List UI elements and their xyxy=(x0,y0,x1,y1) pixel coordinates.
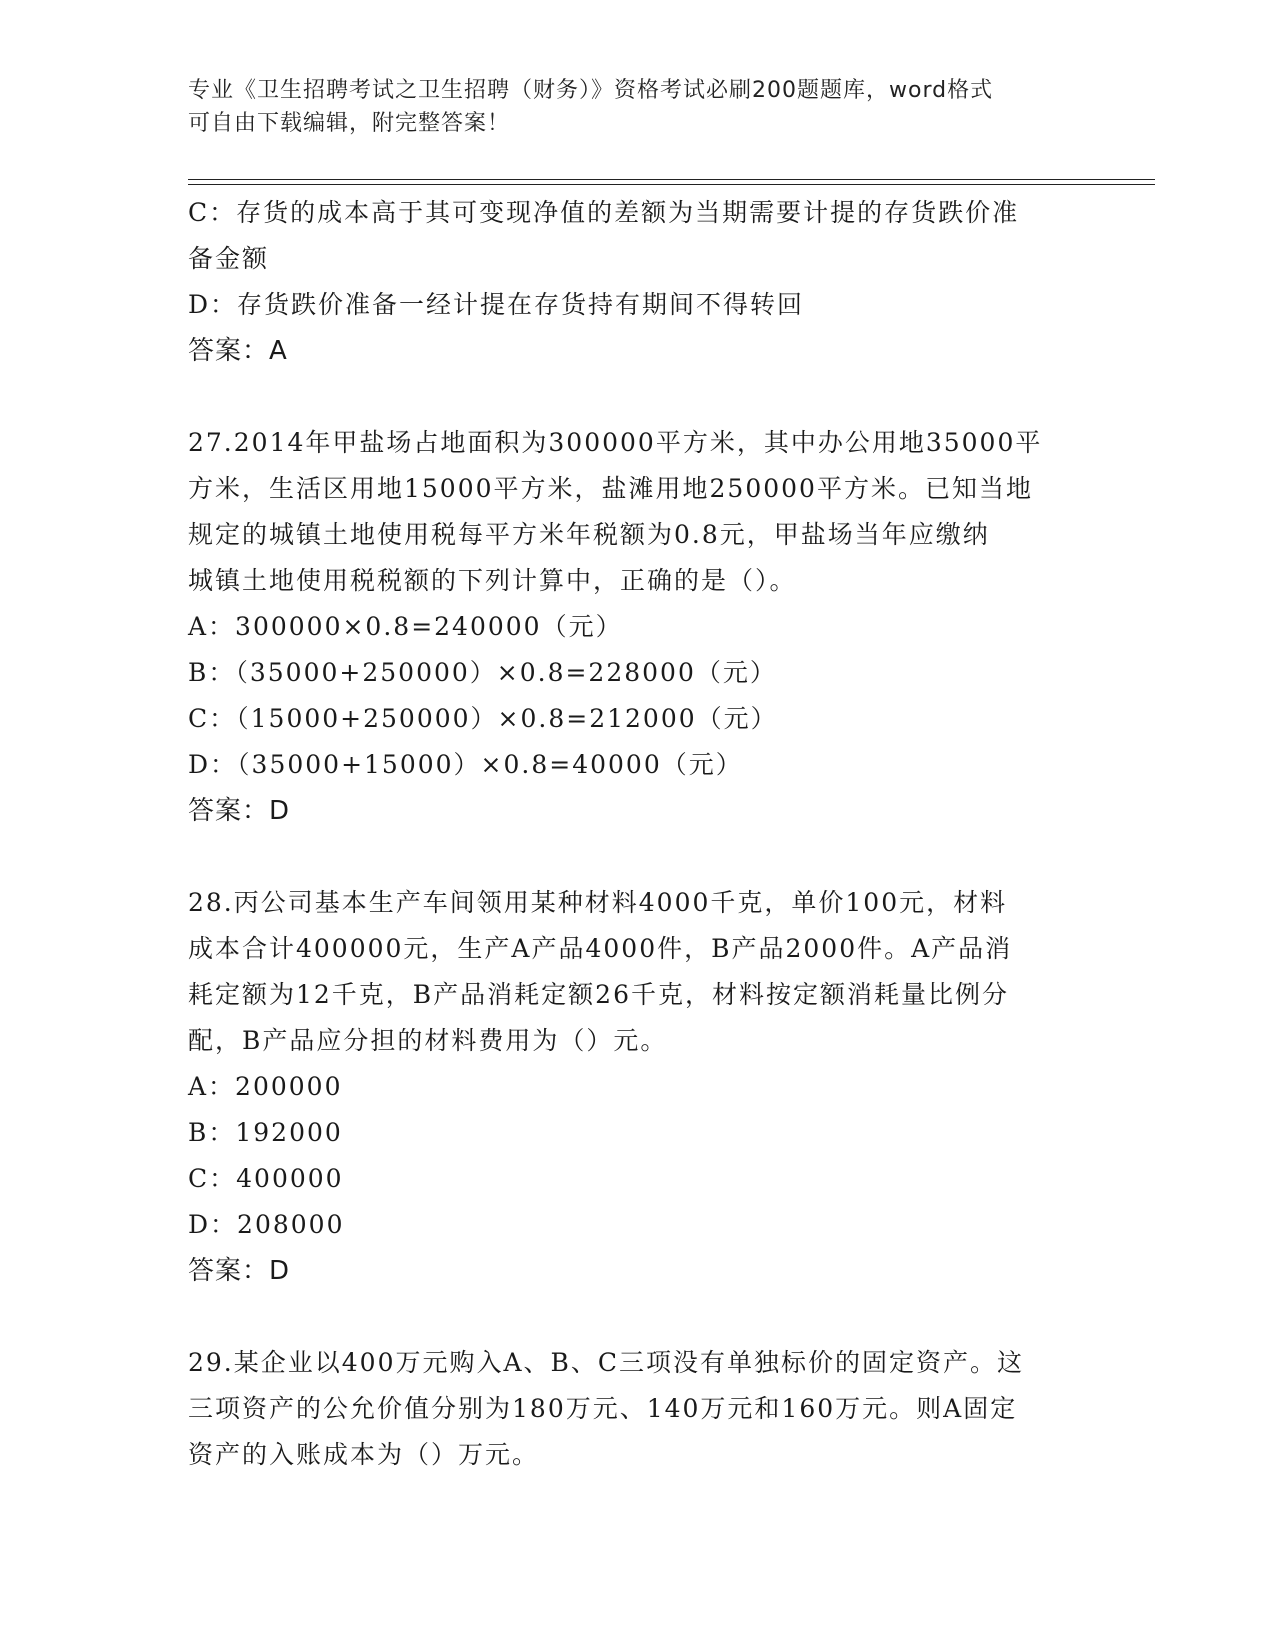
q27-option-c: C：（15000+250000）×0.8=212000（元） xyxy=(188,704,778,733)
q27-stem-line-3: 规定的城镇土地使用税每平方米年税额为0.8元，甲盐场当年应缴纳 xyxy=(188,520,990,549)
header-title-line-2: 可自由下载编辑，附完整答案！ xyxy=(188,111,511,136)
q29-stem-line-2: 三项资产的公允价值分别为180万元、140万元和160万元。则A固定 xyxy=(188,1394,1018,1423)
q27-option-a: A：300000×0.8=240000（元） xyxy=(188,612,623,641)
q26-option-c-line-2: 备金额 xyxy=(188,244,270,273)
spacer xyxy=(188,834,1088,880)
q27-stem-line-1: 27.2014年甲盐场占地面积为300000平方米，其中办公用地35000平 xyxy=(188,428,1043,457)
spacer xyxy=(188,1294,1088,1340)
q28-answer: 答案：D xyxy=(188,1256,291,1286)
spacer xyxy=(188,374,1088,420)
q29-stem-line-1: 29.某企业以400万元购入A、B、C三项没有单独标价的固定资产。这 xyxy=(188,1348,1025,1377)
q26-option-d: D：存货跌价准备一经计提在存货持有期间不得转回 xyxy=(188,290,805,319)
q26-answer: 答案：A xyxy=(188,336,288,366)
q28-stem-line-1: 28.丙公司基本生产车间领用某种材料4000千克，单价100元，材料 xyxy=(188,888,1008,917)
q27-stem-line-4: 城镇土地使用税税额的下列计算中，正确的是（）。 xyxy=(188,566,797,595)
q28-stem-line-3: 耗定额为12千克，B产品消耗定额26千克，材料按定额消耗量比例分 xyxy=(188,980,1009,1009)
question-26-tail xyxy=(188,190,1088,374)
header-title-line-1: 专业《卫生招聘考试之卫生招聘（财务）》资格考试必刷200题题库，word格式 xyxy=(188,78,994,103)
page-header xyxy=(188,74,1078,140)
q27-option-d: D：（35000+15000）×0.8=40000（元） xyxy=(188,750,743,779)
q29-stem-line-3: 资产的入账成本为（）万元。 xyxy=(188,1440,540,1469)
q27-option-b: B：（35000+250000）×0.8=228000（元） xyxy=(188,658,777,687)
q27-stem-line-2: 方米，生活区用地15000平方米，盐滩用地250000平方米。已知当地 xyxy=(188,474,1033,503)
q28-option-a: A：200000 xyxy=(188,1072,343,1101)
question-27 xyxy=(188,420,1088,834)
q28-stem-line-2: 成本合计400000元，生产A产品4000件，B产品2000件。A产品消 xyxy=(188,934,1013,963)
q28-stem-line-4: 配，B产品应分担的材料费用为（）元。 xyxy=(188,1026,668,1055)
q28-option-c: C：400000 xyxy=(188,1164,344,1193)
q27-answer: 答案：D xyxy=(188,796,291,826)
header-rule-bottom xyxy=(188,184,1155,185)
document-body xyxy=(188,190,1088,1478)
q28-option-b: B：192000 xyxy=(188,1118,343,1147)
q28-option-d: D：208000 xyxy=(188,1210,345,1239)
question-29 xyxy=(188,1340,1088,1478)
question-28 xyxy=(188,880,1088,1294)
q26-option-c-line-1: C：存货的成本高于其可变现净值的差额为当期需要计提的存货跌价准 xyxy=(188,198,1020,227)
header-rule-top xyxy=(188,179,1155,180)
